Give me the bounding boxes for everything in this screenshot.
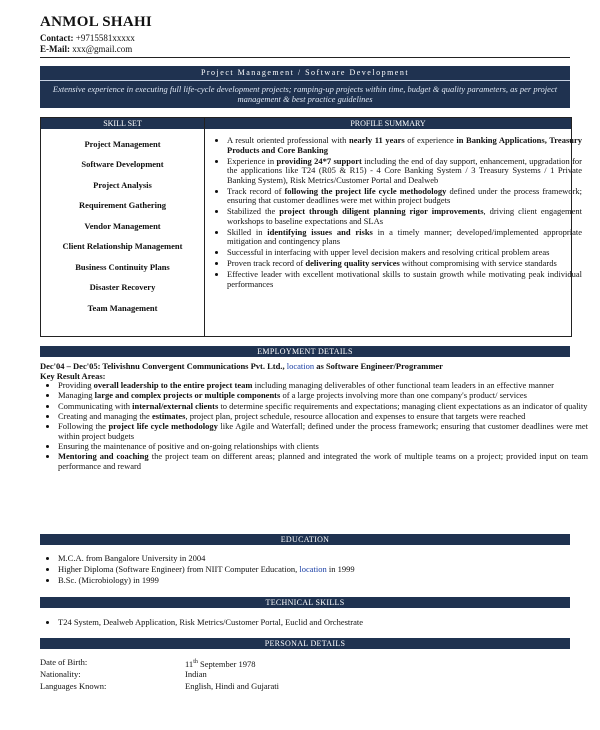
kra-item: • Ensuring the maintenance of positive and on-going relationships with clients bbox=[58, 442, 588, 452]
profile-summary-list bbox=[209, 136, 582, 291]
technical-skill-item: • T24 System, Dealweb Application, Risk Metrics/Customer Portal, Euclid and Orchestrate bbox=[58, 617, 588, 628]
skill-item: Team Management bbox=[87, 303, 158, 313]
kra-item: • Mentoring and coaching the project team on different areas; planned and integrated the work of multiple teams on a project; provided input on team performance and reward bbox=[58, 452, 588, 471]
profile-item: • A result oriented professional with nearly 11 years of experience in Banking Applications, Treasury Products and Core Banking bbox=[227, 136, 582, 155]
personal-details-heading: PERSONAL DETAILS bbox=[40, 638, 570, 649]
nationality-value: Indian bbox=[185, 669, 207, 679]
languages-value: English, Hindi and Gujarati bbox=[185, 681, 279, 691]
contact-block bbox=[40, 33, 135, 55]
skill-item: Client Relationship Management bbox=[62, 241, 183, 251]
kra-label: Key Result Areas: bbox=[40, 371, 106, 381]
education-item: • B.Sc. (Microbiology) in 1999 bbox=[58, 575, 588, 586]
kra-item: • Creating and managing the estimates, project plan, project schedule, resource allocation and expenses to ensure that targets were reached bbox=[58, 412, 588, 422]
skill-item: Vendor Management bbox=[84, 221, 161, 231]
profile-item: • Skilled in identifying issues and risks in a timely manner; developed/implemented appropriate mitigation and contingency plans bbox=[227, 228, 582, 247]
education-item: • M.C.A. from Bangalore University in 2004 bbox=[58, 553, 588, 564]
nationality-label: Nationality: bbox=[40, 669, 81, 679]
profile-summary-heading: PROFILE SUMMARY bbox=[205, 118, 571, 129]
banner-summary: Extensive experience in executing full life-cycle development projects; ramping-up projects within time, budget & quality parameters, as per project management & best practice guidelines bbox=[52, 84, 558, 104]
profile-item: • Experience in providing 24*7 support including the end of day support, enhancement, upgradation for the applications like T24 (R05 & R15) - 4 Core Banking System / 3 Treasury Systems / 1 Private Banking System), Risk Metrics/Customer Portal and Dealweb bbox=[227, 157, 582, 186]
location-text: location bbox=[286, 361, 315, 371]
skill-set-heading: SKILL SET bbox=[41, 118, 204, 129]
profile-item: • Proven track record of delivering quality services without compromising with service standards bbox=[227, 259, 582, 269]
kra-item: • Communicating with internal/external clients to determine specific requirements and expectations; managing client expectations as an indicator of quality bbox=[58, 402, 588, 412]
skill-item: Business Continuity Plans bbox=[75, 262, 170, 272]
skill-item: Software Development bbox=[81, 159, 164, 169]
skill-item: Project Analysis bbox=[93, 180, 152, 190]
profile-item: • Track record of following the project life cycle methodology defined under the process framework; ensuring that customer deadlines were met within project budgets bbox=[227, 187, 582, 206]
dob-value: 11th September 1978 bbox=[185, 658, 256, 669]
phone-value: +9715581xxxxx bbox=[73, 33, 135, 43]
skills-profile-box bbox=[40, 117, 583, 337]
location-text: location bbox=[299, 564, 327, 574]
employment-list bbox=[40, 381, 588, 472]
profile-item: • Stabilized the project through diligent planning rigor improvements, driving client engagement workshops to baseline expectations and SLAs bbox=[227, 207, 582, 226]
contact-label: Contact: bbox=[40, 33, 74, 43]
skill-item: Project Management bbox=[84, 139, 161, 149]
banner-title: Project Management / Software Development bbox=[40, 66, 570, 81]
education-list bbox=[40, 553, 588, 586]
education-heading: EDUCATION bbox=[40, 534, 570, 545]
profile-item: • Effective leader with excellent motivational skills to sustain growth while motivating peak individual performances bbox=[227, 270, 582, 289]
languages-label: Languages Known: bbox=[40, 681, 107, 691]
header-divider bbox=[40, 57, 570, 58]
email-value: xxx@gmail.com bbox=[70, 44, 133, 54]
skill-item: Requirement Gathering bbox=[79, 200, 166, 210]
kra-item: • Managing large and complex projects or multiple components of a large projects involving more than one company's product/ services bbox=[58, 391, 588, 401]
education-item: • Higher Diploma (Software Engineer) from NIIT Computer Education, location in 1999 bbox=[58, 564, 588, 575]
email-label: E-Mail: bbox=[40, 44, 70, 54]
employment-entry bbox=[40, 361, 570, 381]
employment-heading: EMPLOYMENT DETAILS bbox=[40, 346, 570, 357]
candidate-name: ANMOL SHAHI bbox=[40, 14, 153, 30]
dob-label: Date of Birth: bbox=[40, 657, 88, 667]
phone-line bbox=[40, 33, 135, 44]
skill-item: Disaster Recovery bbox=[89, 282, 156, 292]
headline-banner bbox=[40, 66, 570, 108]
kra-item: • Providing overall leadership to the entire project team including managing deliverables of other functional team leaders in an effective manner bbox=[58, 381, 588, 391]
email-line bbox=[40, 44, 135, 55]
technical-skills-list bbox=[40, 617, 588, 628]
technical-skills-heading: TECHNICAL SKILLS bbox=[40, 597, 570, 608]
employment-title: Dec'04 – Dec'05: Telivishnu Convergent Communications Pvt. Ltd., location as Software Engineer/Programmer bbox=[40, 361, 443, 371]
kra-item: • Following the project life cycle methodology like Agile and Waterfall; defined under the process framework; ensuring that customer deadlines were met within project budgets bbox=[58, 422, 588, 441]
column-divider bbox=[204, 118, 205, 336]
profile-item: • Successful in interfacing with upper level decision makers and resolving critical problem areas bbox=[227, 248, 582, 258]
